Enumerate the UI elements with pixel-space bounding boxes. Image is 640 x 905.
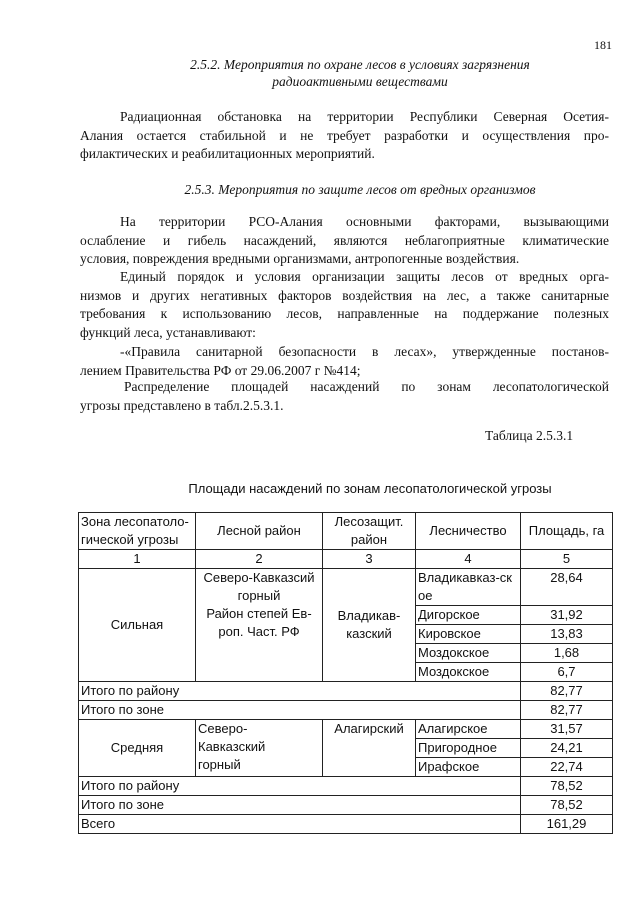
text-line: лением Правительства РФ от 29.06.2007 г №414; [80,362,361,378]
subtotal-label: Итого по району [79,682,521,701]
subtotal-row [79,796,613,815]
forestry-cell: Пригородное [416,739,521,758]
text-line: Радиационная обстановка на территории Республики Северная Осетия- [120,109,609,124]
forestry-cell: Моздокское [416,644,521,663]
protection-district-cell [323,569,416,682]
cell-text: Кавказский [198,739,266,754]
cell-text: роп. Част. РФ [218,624,300,639]
forest-area-table [78,512,613,834]
table-number-row [79,550,613,569]
table-header-row [79,513,613,550]
cell-text: горный [237,588,281,603]
subtotal-row [79,682,613,701]
header-text: Зона лесопатоло- [81,514,189,529]
text-line: низмов и других негативных факторов воздействия на лес, а также санитарные [80,287,609,303]
column-number: 3 [323,550,416,569]
cell-text: казский [346,626,392,641]
header-zone [79,513,196,550]
subtotal-label: Итого по району [79,777,521,796]
text-line: функций леса, устанавливают: [80,324,256,340]
header-text: Лесозащит. [334,514,404,529]
area-cell: 31,57 [521,720,613,739]
forestry-cell: Алагирское [416,720,521,739]
grand-total-row [79,815,613,834]
header-text: район [350,532,388,547]
heading-line: 2.5.2. Мероприятия по охране лесов в условиях загрязнения [190,57,530,72]
grand-total-label: Всего [79,815,521,834]
cell-text: Владикав- [337,608,401,623]
subtotal-row [79,777,613,796]
district-cell [196,569,323,682]
text-line: угрозы представлено в табл.2.5.3.1. [80,397,284,413]
subtotal-value: 78,52 [521,777,613,796]
column-number: 1 [79,550,196,569]
forestry-cell: Кировское [416,625,521,644]
text-line: ослабление и гибель насаждений, являются неблагоприятные климатические [80,232,609,248]
text-line: Алания остается стабильной и не требует разработки и осуществления про- [80,127,609,143]
area-cell: 22,74 [521,758,613,777]
forestry-cell: Моздокское [416,663,521,682]
text-line: На территории РСО-Алания основными факторами, вызывающими [120,214,609,229]
text-line: -«Правила санитарной безопасности в лесах», утвержденные постанов- [120,344,609,359]
cell-text: Район степей Ев- [206,606,312,621]
district-cell [196,720,323,777]
header-text: гической угрозы [81,532,179,547]
area-cell: 13,83 [521,625,613,644]
table-row [79,720,613,739]
page-number: 181 [594,38,612,52]
forestry-cell: Дигорское [416,606,521,625]
paragraph-sanitary-rules [80,343,609,380]
cell-text: Северо- [198,721,248,736]
subtotal-label: Итого по зоне [79,701,521,720]
area-cell: 24,21 [521,739,613,758]
area-cell: 31,92 [521,606,613,625]
subtotal-value: 78,52 [521,796,613,815]
cell-text: горный [198,757,241,772]
header-area: Площадь, га [521,513,613,550]
heading-line: радиоактивными веществами [272,74,448,89]
cell-text: Северо-Кавказсий [203,570,315,585]
table-title: Площади насаждений по зонам лесопатологической угрозы [188,481,552,496]
forestry-cell: Владикавказ-ское [416,569,521,606]
text-line: условия, повреждения вредными организмами, антропогенные воздействия. [80,251,520,266]
area-cell: 28,64 [521,569,613,606]
section-heading-2-5-2 [100,56,620,90]
area-cell: 1,68 [521,644,613,663]
text-line: Распределение площадей насаждений по зонам лесопатологической [124,379,609,394]
column-number: 4 [416,550,521,569]
heading-line: 2.5.3. Мероприятия по защите лесов от вредных организмов [184,182,536,197]
subtotal-row [79,701,613,720]
zone-cell: Средняя [79,720,196,777]
column-number: 5 [521,550,613,569]
table-label: Таблица 2.5.3.1 [485,428,574,443]
area-cell: 6,7 [521,663,613,682]
forestry-cell: Ирафское [416,758,521,777]
header-district: Лесной район [196,513,323,550]
table-row [79,569,613,606]
subtotal-value: 82,77 [521,701,613,720]
paragraph-protection-order [80,268,609,342]
header-forestry: Лесничество [416,513,521,550]
text-line: филактических и реабилитационных мероприятий. [80,146,375,161]
section-heading-2-5-3 [100,181,620,198]
paragraph-distribution [80,378,609,415]
subtotal-label: Итого по зоне [79,796,521,815]
text-line: требования к использованию лесов, направленные на поддержание полезных [80,306,609,321]
paragraph-radiation [80,108,609,164]
zone-cell: Сильная [79,569,196,682]
grand-total-value: 161,29 [521,815,613,834]
header-protection-district [323,513,416,550]
subtotal-value: 82,77 [521,682,613,701]
text-line: Единый порядок и условия организации защиты лесов от вредных орга- [120,269,609,284]
paragraph-factors [80,213,609,269]
column-number: 2 [196,550,323,569]
protection-district-cell: Алагирский [323,720,416,777]
